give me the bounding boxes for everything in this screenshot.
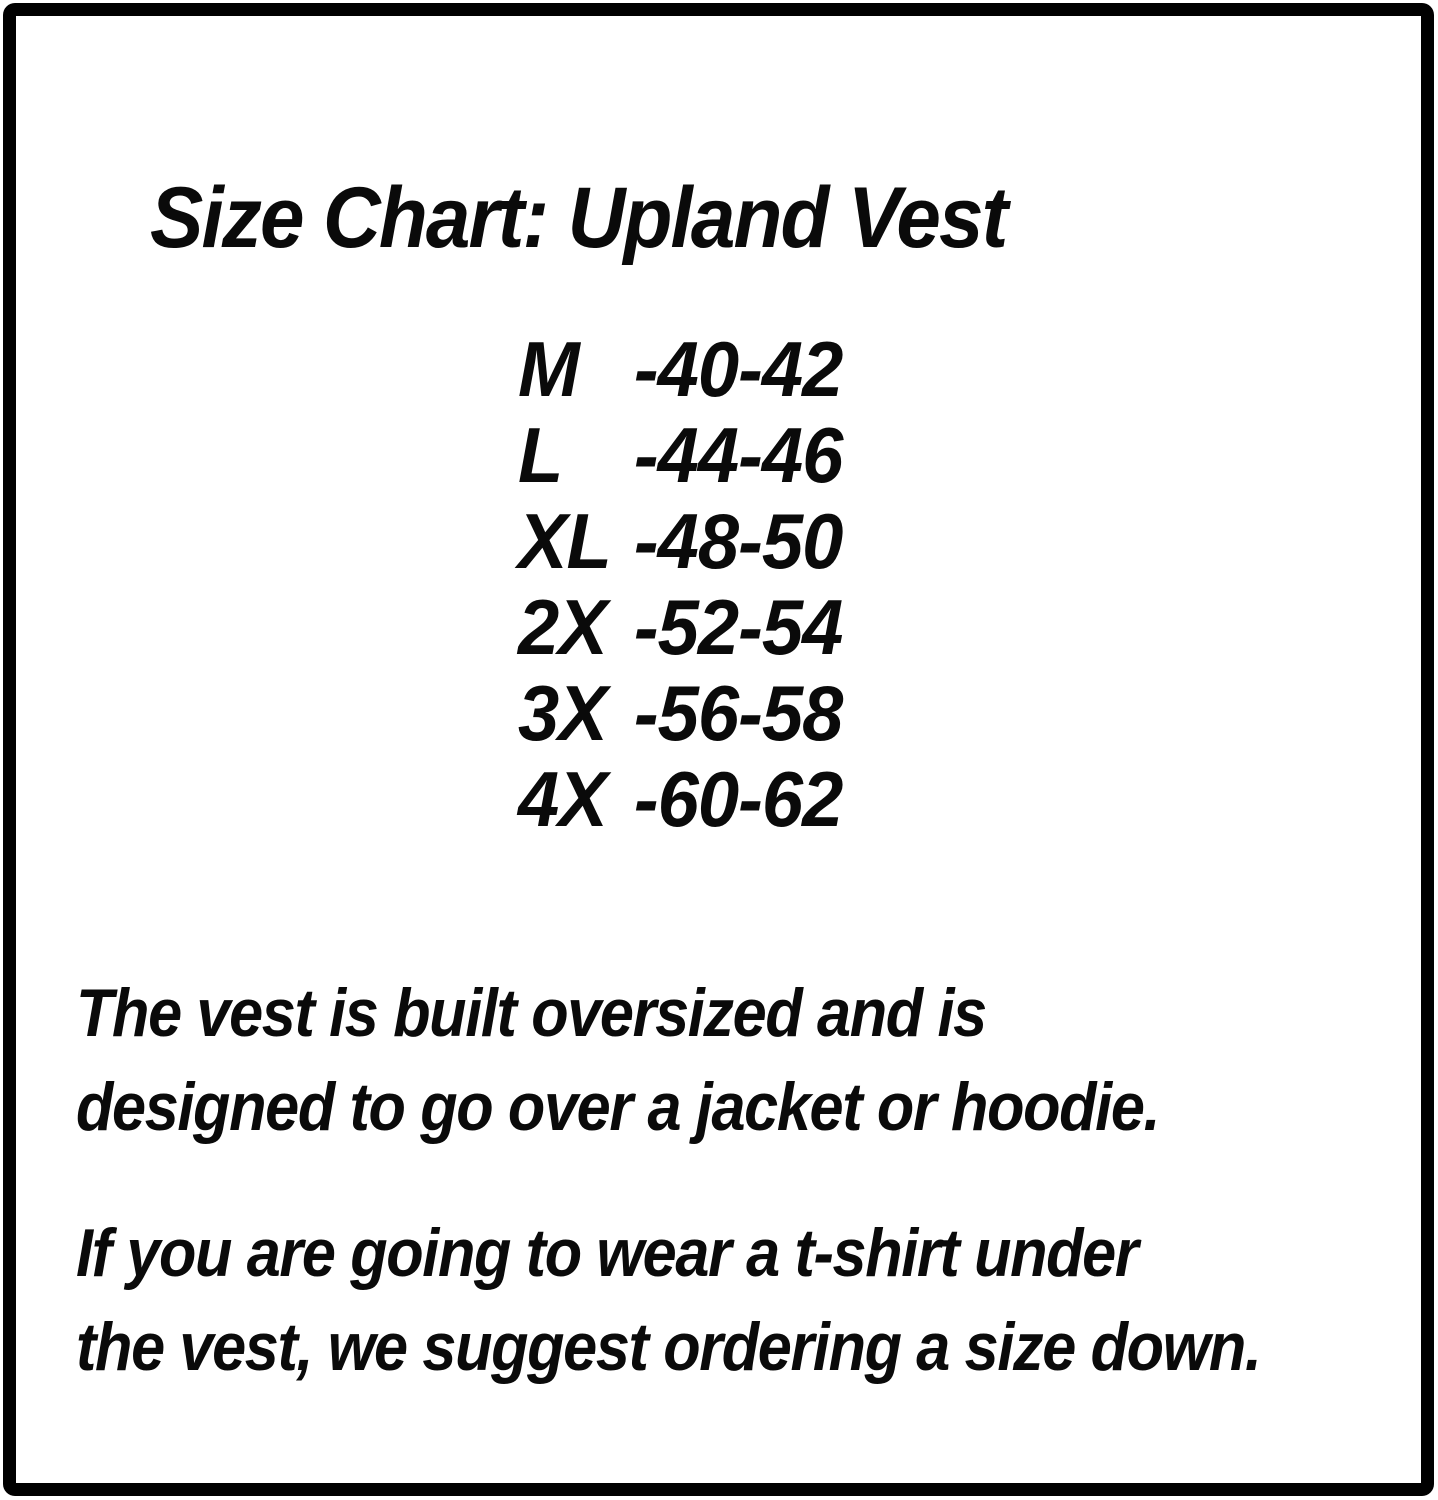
size-range: -40-42 xyxy=(633,325,843,413)
size-row-4x xyxy=(518,756,842,842)
note-line: The vest is built oversized and is xyxy=(76,975,986,1051)
size-name: L xyxy=(518,411,563,499)
size-name: 2X xyxy=(518,583,607,671)
size-name: M xyxy=(518,325,579,413)
note-oversized xyxy=(76,966,1159,1154)
size-row-2x xyxy=(518,584,842,670)
size-name: 3X xyxy=(518,669,607,757)
size-range: -52-54 xyxy=(633,583,843,671)
note-line: the vest, we suggest ordering a size down. xyxy=(76,1309,1261,1385)
size-name: XL xyxy=(518,497,611,585)
size-row-l xyxy=(518,412,842,498)
size-row-m xyxy=(518,326,842,412)
size-range: -44-46 xyxy=(633,411,843,499)
size-row-xl xyxy=(518,498,842,584)
size-list xyxy=(518,326,842,842)
size-row-3x xyxy=(518,670,842,756)
note-line: If you are going to wear a t-shirt under xyxy=(76,1215,1138,1291)
note-line: designed to go over a jacket or hoodie. xyxy=(76,1069,1160,1145)
note-tshirt-sizing xyxy=(76,1206,1261,1394)
size-range: -48-50 xyxy=(633,497,843,585)
size-name: 4X xyxy=(518,755,607,843)
size-range: -60-62 xyxy=(633,755,843,843)
size-range: -56-58 xyxy=(633,669,843,757)
page-title: Size Chart: Upland Vest xyxy=(150,170,1007,266)
